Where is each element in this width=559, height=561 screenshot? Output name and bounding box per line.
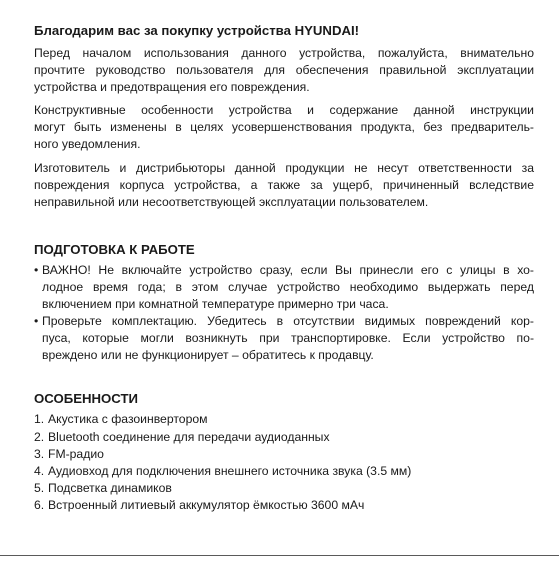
text-line: устройства и предотвращения его повреждения. [34, 80, 310, 95]
intro-paragraph [34, 160, 534, 211]
bullet-icon: • [34, 314, 39, 329]
text-line: Перед началом использования данного устройства, пожалуйста, внимательно [34, 46, 534, 60]
section-spacer [34, 364, 534, 390]
list-item [34, 480, 534, 497]
features-section [34, 390, 534, 514]
section-heading-features: ОСОБЕННОСТИ [34, 391, 139, 407]
text-line: ного уведомления. [34, 137, 141, 152]
text-line: лодное время года; в этом случае устройство необходимо выдержать перед [42, 279, 534, 294]
page-bottom-divider [0, 555, 559, 556]
list-number: 6. [34, 497, 45, 512]
bullet-item [34, 262, 534, 313]
list-text: FM-радио [48, 446, 104, 461]
text-line: Проверьте комплектацию. Убедитесь в отсутствии видимых повреждений кор- [42, 314, 534, 329]
bullet-icon: • [34, 262, 39, 277]
text-line: включением при комнатной температуре примерно три часа. [42, 297, 389, 312]
list-number: 5. [34, 480, 45, 495]
list-number: 1. [34, 412, 45, 427]
list-item [34, 446, 534, 463]
manual-page [34, 22, 534, 514]
intro-paragraph [34, 45, 534, 96]
text-line: Конструктивные особенности устройства и содержание данной инструкции [34, 103, 534, 118]
list-number: 3. [34, 446, 45, 461]
bullet-item [34, 313, 534, 364]
list-text: Встроенный литиевый аккумулятор ёмкостью 3600 мАч [48, 497, 365, 512]
text-line: вреждено или не функционирует – обратитесь к продавцу. [42, 348, 374, 363]
text-line: повреждения корпуса устройства, а также за ущерб, причиненный вследствие [34, 177, 534, 192]
list-item [34, 463, 534, 480]
preparation-section [34, 241, 534, 365]
text-line: ВАЖНО! Не включайте устройство сразу, если Вы принесли его с улицы в хо- [42, 262, 534, 277]
text-line: неправильной или несоответствующей эксплуатации пользователем. [34, 194, 429, 209]
list-text: Аудиовход для подключения внешнего источника звука (3.5 мм) [48, 463, 412, 478]
list-text: Подсветка динамиков [48, 480, 172, 495]
text-line: прочтите руководство пользователя для обеспечения правильной эксплуатации [34, 63, 534, 78]
list-item [34, 411, 534, 428]
list-text: Bluetooth соединение для передачи аудиоданных [48, 429, 330, 444]
list-item [34, 429, 534, 446]
intro-paragraph [34, 102, 534, 153]
text-line: могут быть изменены в целях усовершенствования продукта, без предваритель- [34, 120, 534, 135]
list-item [34, 497, 534, 514]
intro-section [34, 45, 534, 211]
section-spacer [34, 217, 534, 241]
text-line: пуса, которые могли возникнуть при транспортировке. Если устройство по- [42, 331, 534, 346]
page-title: Благодарим вас за покупку устройства HYUNDAI! [34, 23, 360, 38]
list-text: Акустика с фазоинвертором [48, 412, 208, 427]
list-number: 2. [34, 429, 45, 444]
section-heading-preparation: ПОДГОТОВКА К РАБОТЕ [34, 241, 195, 257]
text-line: Изготовитель и дистрибьюторы данной продукции не несут ответственности за [34, 160, 534, 175]
list-number: 4. [34, 463, 45, 478]
